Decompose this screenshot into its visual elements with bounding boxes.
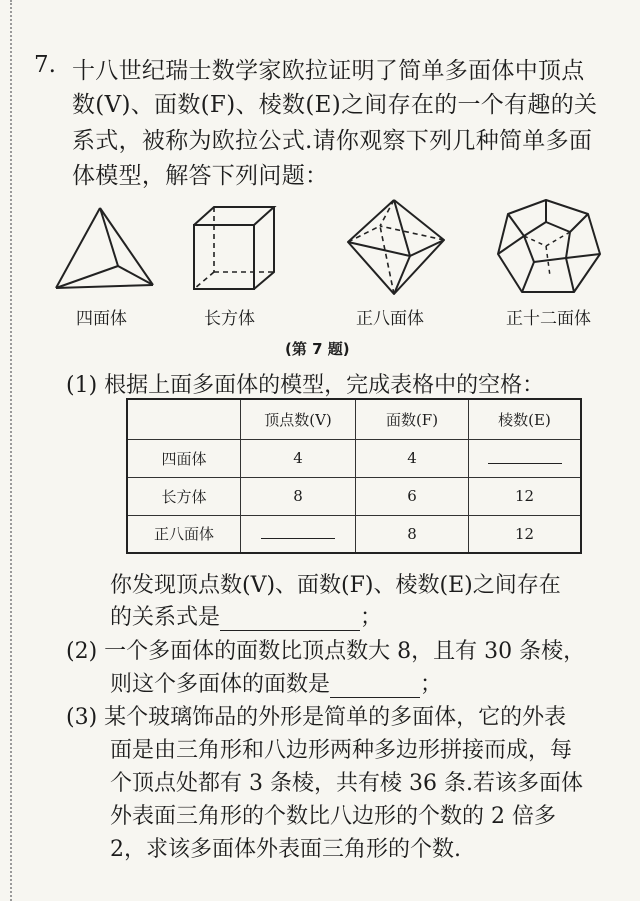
- relation-suffix: ；: [360, 605, 383, 630]
- octahedron-figure: [344, 196, 448, 300]
- row-name: 四面体: [127, 439, 241, 477]
- faces-answer-blank[interactable]: [330, 672, 420, 698]
- stem-line-4: 体模型，解答下列问题：: [72, 163, 329, 189]
- table-row: [127, 439, 581, 477]
- table-row: [127, 515, 581, 553]
- stem-line-1: 十八世纪瑞士数学家欧拉证明了简单多面体中顶点: [72, 58, 585, 84]
- answer-blank[interactable]: [261, 524, 335, 539]
- relation-answer-blank[interactable]: [220, 605, 360, 631]
- row-name: 正八面体: [127, 515, 241, 553]
- faces-cell: 8: [356, 515, 469, 553]
- part3-line-1: (3) 某个玻璃饰品的外形是简单的多面体，它的外表: [66, 705, 567, 730]
- table-row: [127, 477, 581, 515]
- header-empty-cell: [127, 399, 241, 439]
- answer-blank[interactable]: [488, 449, 562, 464]
- figure-label-cuboid: 长方体: [204, 309, 255, 329]
- vertices-cell: 4: [241, 439, 356, 477]
- faces-cell: 6: [356, 477, 469, 515]
- part1-intro: (1) 根据上面多面体的模型，完成表格中的空格：: [66, 373, 545, 398]
- question-number: 7.: [34, 52, 56, 78]
- faces-suffix: ；: [420, 672, 443, 697]
- figure-caption: (第 7 题): [285, 340, 350, 358]
- stem-line-2: 数(V)、面数(F)、棱数(E)之间存在的一个有趣的关: [72, 92, 598, 118]
- header-edges: 棱数(E): [469, 399, 582, 439]
- edges-cell: 12: [469, 515, 582, 553]
- figure-label-dodecahedron: 正十二面体: [506, 309, 591, 329]
- table-header-row: [127, 399, 581, 439]
- part2-line-1: (2) 一个多面体的面数比顶点数大 8，且有 30 条棱，: [66, 639, 586, 664]
- part3-line-4: 外表面三角形的个数比八边形的个数的 2 倍多: [110, 804, 556, 829]
- vertices-blank-cell[interactable]: [241, 515, 356, 553]
- part2-line-2: [110, 667, 442, 698]
- relation-prefix: 的关系式是: [110, 605, 221, 630]
- part3-line-3: 个顶点处都有 3 条棱，共有棱 36 条.若该多面体: [110, 771, 583, 796]
- margin-dotted-line: [10, 0, 12, 901]
- figure-label-tetrahedron: 四面体: [76, 309, 127, 329]
- header-faces: 面数(F): [356, 399, 469, 439]
- dodecahedron-figure: [494, 196, 604, 300]
- cuboid-figure: [190, 204, 280, 296]
- figure-label-octahedron: 正八面体: [356, 309, 424, 329]
- part3-line-5: 2，求该多面体外表面三角形的个数.: [110, 837, 461, 862]
- part1-find-line-2: [110, 600, 382, 631]
- tetrahedron-figure: [52, 204, 157, 296]
- faces-prefix: 则这个多面体的面数是: [110, 672, 331, 697]
- part1-find-line-1: 你发现顶点数(V)、面数(F)、棱数(E)之间存在: [110, 573, 561, 598]
- edges-blank-cell[interactable]: [469, 439, 582, 477]
- faces-cell: 4: [356, 439, 469, 477]
- vertices-cell: 8: [241, 477, 356, 515]
- polyhedra-table: [126, 398, 582, 554]
- header-vertices: 顶点数(V): [241, 399, 356, 439]
- part3-line-2: 面是由三角形和八边形两种多边形拼接而成，每: [110, 738, 573, 763]
- row-name: 长方体: [127, 477, 241, 515]
- stem-line-3: 系式，被称为欧拉公式.请你观察下列几种简单多面: [72, 128, 593, 154]
- edges-cell: 12: [469, 477, 582, 515]
